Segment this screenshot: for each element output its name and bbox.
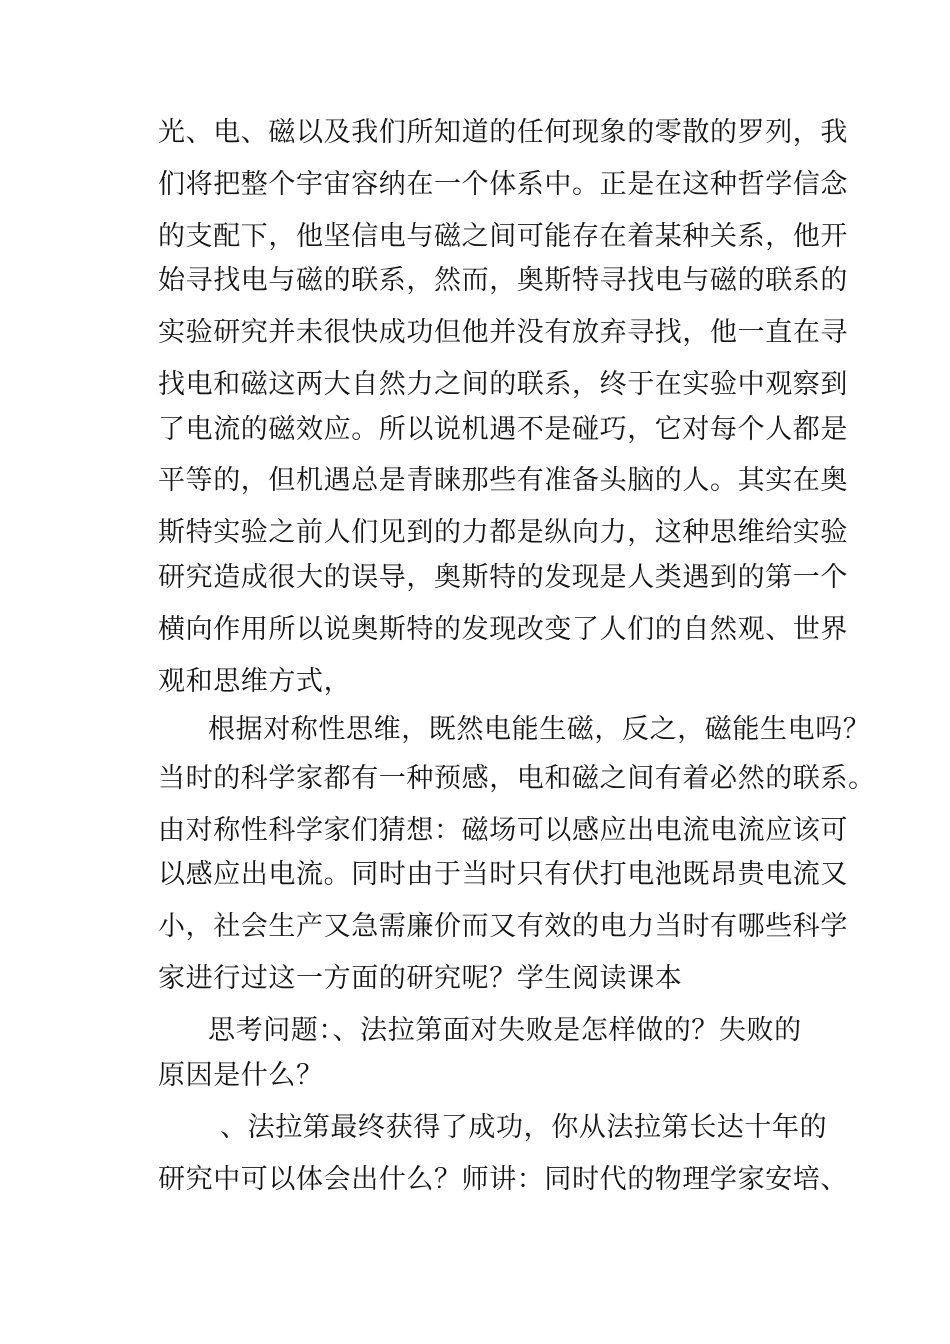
text-line: 小，社会生产又急需廉价而又有效的电力当时有哪些科学 [158,911,848,942]
text-line: 了电流的磁效应。所以说机遇不是碰巧，它对每个人都是 [158,414,848,445]
text-line: 光、电、磁以及我们所知道的任何现象的零散的罗列，我 [158,117,848,148]
text-line: 由对称性科学家们猜想：磁场可以感应出电流电流应该可 [158,815,848,846]
paragraph-first-line: 根据对称性思维，既然电能生磁，反之，磁能生电吗？ [208,714,871,745]
text-line: 找电和磁这两大自然力之间的联系，终于在实验中观察到 [158,369,848,400]
text-line: 实验研究并未很快成功但他并没有放弃寻找，他一直在寻 [158,317,848,348]
text-line: 研究造成很大的误导，奥斯特的发现是人类遇到的第一个 [158,562,848,593]
paragraph-first-line: 、法拉第最终获得了成功，你从法拉第长达十年的 [220,1112,828,1143]
text-line: 们将把整个宇宙容纳在一个体系中。正是在这种哲学信念 [158,169,848,200]
paragraph-first-line: 思考问题：、法拉第面对失败是怎样做的？失败的 [208,1015,802,1046]
text-line: 平等的，但机遇总是青睐那些有准备头脑的人。其实在奥 [158,465,848,496]
text-line: 的支配下，他坚信电与磁之间可能存在着某种关系，他开 [158,221,848,252]
text-line: 原因是什么？ [158,1060,324,1091]
text-line: 研究中可以体会出什么？师讲：同时代的物理学家安培、 [158,1164,848,1195]
text-line: 以感应出电流。同时由于当时只有伏打电池既昂贵电流又 [158,859,848,890]
text-line: 斯特实验之前人们见到的力都是纵向力，这种思维给实验 [158,517,848,548]
text-line: 始寻找电与磁的联系，然而，奥斯特寻找电与磁的联系的 [158,265,848,296]
text-line: 当时的科学家都有一种预感，电和磁之间有着必然的联系。 [158,763,876,794]
text-line: 观和思维方式， [158,666,352,697]
text-line: 横向作用所以说奥斯特的发现改变了人们的自然观、世界 [158,614,848,645]
text-line: 家进行过这一方面的研究呢？学生阅读课本 [158,963,683,994]
